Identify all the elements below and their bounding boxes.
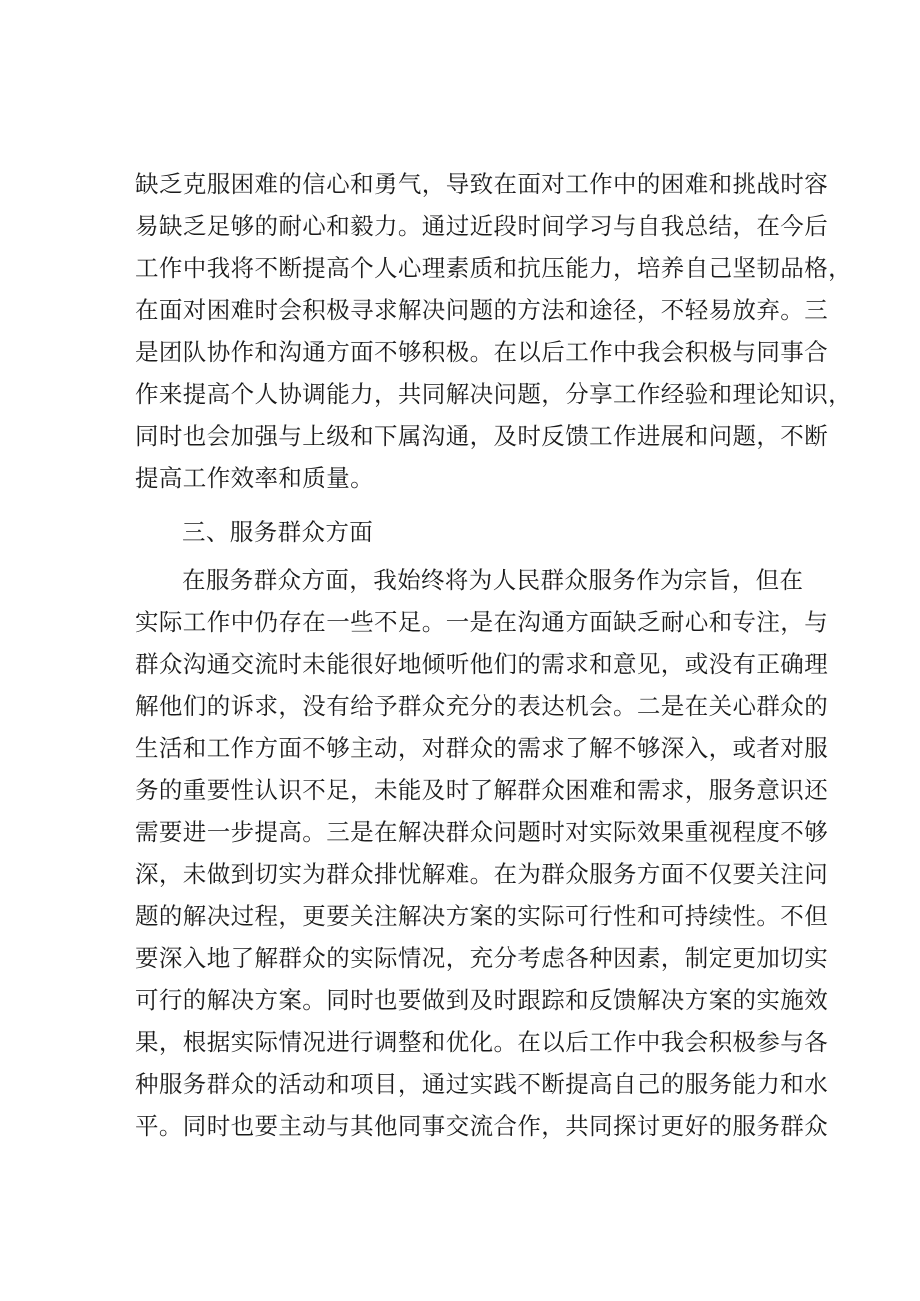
text-line: 要深入地了解群众的实际情况，充分考虑各种因素，制定更加切实 [135, 944, 829, 972]
text-line: 易缺乏足够的耐心和毅力。通过近段时间学习与自我总结，在今后 [135, 212, 829, 240]
text-line: 缺乏克服困难的信心和勇气，导致在面对工作中的困难和挑战时容 [135, 170, 829, 198]
text-line: 需要进一步提高。三是在解决群众问题时对实际效果重视程度不够 [135, 818, 829, 846]
text-line: 实际工作中仍存在一些不足。一是在沟通方面缺乏耐心和专注，与 [135, 608, 829, 636]
text-line: 务的重要性认识不足，未能及时了解群众困难和需求，服务意识还 [135, 776, 829, 804]
text-line: 作来提高个人协调能力，共同解决问题，分享工作经验和理论知识， [135, 380, 852, 408]
text-line: 是团队协作和沟通方面不够积极。在以后工作中我会积极与同事合 [135, 338, 829, 366]
text-line: 果，根据实际情况进行调整和优化。在以后工作中我会积极参与各 [135, 1028, 829, 1056]
text-line: 深，未做到切实为群众排忧解难。在为群众服务方面不仅要关注问 [135, 860, 829, 888]
section-heading: 三、服务群众方面 [182, 518, 374, 546]
text-line: 提高工作效率和质量。 [135, 464, 374, 492]
text-line: 生活和工作方面不够主动，对群众的需求了解不够深入，或者对服 [135, 734, 829, 762]
text-line: 在服务群众方面，我始终将为人民群众服务作为宗旨，但在 [182, 566, 804, 594]
text-line: 在面对困难时会积极寻求解决问题的方法和途径，不轻易放弃。三 [135, 296, 829, 324]
text-line: 可行的解决方案。同时也要做到及时跟踪和反馈解决方案的实施效 [135, 986, 829, 1014]
text-line: 平。同时也要主动与其他同事交流合作，共同探讨更好的服务群众 [135, 1112, 829, 1140]
text-line: 同时也会加强与上级和下属沟通，及时反馈工作进展和问题，不断 [135, 422, 829, 450]
text-line: 解他们的诉求，没有给予群众充分的表达机会。二是在关心群众的 [135, 692, 829, 720]
text-line: 工作中我将不断提高个人心理素质和抗压能力，培养自己坚韧品格， [135, 254, 852, 282]
text-line: 种服务群众的活动和项目，通过实践不断提高自己的服务能力和水 [135, 1070, 829, 1098]
text-line: 群众沟通交流时未能很好地倾听他们的需求和意见，或没有正确理 [135, 650, 829, 678]
text-line: 题的解决过程，更要关注解决方案的实际可行性和可持续性。不但 [135, 902, 829, 930]
